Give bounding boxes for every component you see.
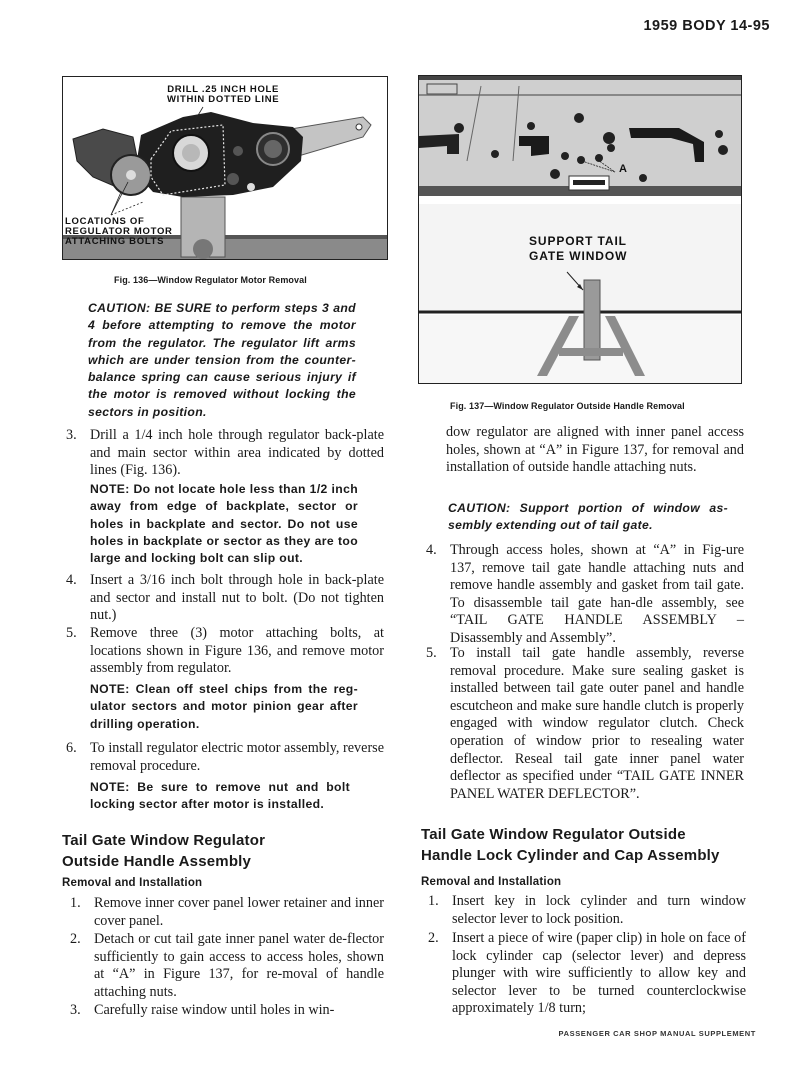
figure-137-callout-support — [529, 234, 627, 264]
step-text: Insert a piece of wire (paper clip) in hole on face of lock cylinder cap (selector lever) and depress plunger with wire sufficiently to allow key and selector lever to be turned counterclockwise approximately 1/8 turn; — [452, 930, 746, 1017]
page-footer: PASSENGER CAR SHOP MANUAL SUPPLEMENT — [558, 1029, 756, 1038]
step-4-insert-bolt — [66, 572, 384, 625]
step-text: dow regulator are aligned with inner panel access holes, shown at “A” in Figure 137, for removal and installation of outside handle attaching nuts. — [446, 424, 744, 476]
subhead-removal-installation-right: Removal and Installation — [421, 876, 562, 888]
figure-136-callout-bolts — [65, 217, 173, 247]
subhead-removal-installation: Removal and Installation — [62, 877, 203, 889]
section-title-lock-cylinder — [421, 824, 720, 866]
callout-line: DRILL .25 INCH HOLE — [167, 84, 280, 95]
running-head: 1959 BODY 14-95 — [643, 18, 770, 34]
step-3-drill — [66, 427, 384, 480]
section-title-line: Tail Gate Window Regulator — [62, 832, 266, 849]
tail-gate-illustration — [419, 76, 741, 383]
figure-136-caption: Fig. 136—Window Regulator Motor Removal — [114, 275, 307, 285]
step-text: Detach or cut tail gate inner panel water de-flector sufficiently to gain access to access holes, shown at “A” in Figure 137, for re-moval of handle attaching nuts. — [94, 931, 384, 1000]
step-number: 4. — [426, 542, 437, 558]
step-text: Remove three (3) motor attaching bolts, at locations shown in Figure 136, and remove motor assembly from regulator. — [90, 625, 384, 677]
callout-line: SUPPORT TAIL — [529, 234, 627, 248]
note-hole-location: NOTE: Do not locate hole less than 1/2 inch away from edge of backplate, sector or holes in backplate and sector. Do not use holes in backplate or sector as they are too large and locking bolt can slip out. — [90, 482, 358, 566]
step-5-install-handle — [426, 645, 744, 803]
step-number: 1. — [70, 895, 81, 911]
step-number: 5. — [66, 625, 77, 641]
callout-line: WITHIN DOTTED LINE — [167, 94, 280, 105]
callout-line: REGULATOR MOTOR — [65, 226, 173, 237]
section-title-line: Tail Gate Window Regulator Outside — [421, 826, 686, 843]
figure-137-image — [418, 75, 742, 384]
step-3-continuation — [446, 424, 744, 477]
step-1-insert-key — [428, 893, 746, 928]
caution-support-window: CAUTION: Support portion of window as-sembly extending out of tail gate. — [448, 501, 728, 533]
step-text: Insert a 3/16 inch bolt through hole in back-plate and sector and install nut to bolt. (Do not tighten nut.) — [90, 572, 384, 624]
step-2-detach-deflector — [70, 931, 384, 1001]
step-5-remove-bolts — [66, 625, 384, 678]
step-text: Through access holes, shown at “A” in Fig-ure 137, remove tail gate handle attaching nuts and remove handle assembly and gasket from tail gate. To disassemble tail gate han-dle assembly, see “TAIL GATE HANDLE ASSEMBLY – Disassembly and Assembly”. — [450, 542, 744, 646]
figure-137-callout-a: A — [619, 163, 628, 175]
step-number: 1. — [428, 893, 439, 909]
caution-text: to perform steps 3 and 4 before attempting to remove the motor from the regulator. The regulator lift arms which are under tension from the counter-balance spring can cause serious injury if the motor is removed without locking the sectors in position. — [88, 301, 356, 419]
caution-lead: CAUTION: BE SURE — [88, 301, 212, 315]
step-number: 3. — [70, 1002, 81, 1018]
section-title-line: Outside Handle Assembly — [62, 853, 252, 870]
callout-line: ATTACHING BOLTS — [65, 236, 165, 247]
step-text: Carefully raise window until holes in win- — [94, 1002, 335, 1018]
step-number: 4. — [66, 572, 77, 588]
step-text: To install tail gate handle assembly, reverse removal procedure. Make sure sealing gasket is installed between tail gate outer panel and handle escutcheon and make sure handle clutch is properly engaged with window regulator clutch. Check operation of window prior to resealing water deflector. Reseal tail gate inner panel water deflector as specified under “TAIL GATE INNER PANEL WATER DEFLECTOR”. — [450, 645, 744, 802]
step-number: 2. — [70, 931, 81, 947]
figure-136-callout-drill — [167, 85, 279, 105]
step-number: 6. — [66, 740, 77, 756]
step-text: To install regulator electric motor assembly, reverse removal procedure. — [90, 740, 384, 774]
section-title-line: Handle Lock Cylinder and Cap Assembly — [421, 847, 720, 864]
callout-line: LOCATIONS OF — [65, 216, 145, 227]
step-text: Insert key in lock cylinder and turn window selector lever to lock position. — [452, 893, 746, 927]
note-remove-nut-bolt: NOTE: Be sure to remove nut and bolt locking sector after motor is installed. — [90, 780, 350, 812]
figure-136-image — [62, 76, 388, 260]
step-6-install-motor — [66, 740, 384, 775]
step-number: 2. — [428, 930, 439, 946]
step-4-remove-handle — [426, 542, 744, 648]
step-3-raise-window — [70, 1002, 384, 1020]
caution-motor-removal — [88, 300, 356, 421]
step-2-insert-wire — [428, 930, 746, 1018]
step-1-remove-cover — [70, 895, 384, 930]
step-number: 5. — [426, 645, 437, 661]
step-text: Drill a 1/4 inch hole through regulator back-plate and main sector within area indicated by dotted lines (Fig. 136). — [90, 427, 384, 479]
section-title-outside-handle — [62, 830, 265, 872]
step-number: 3. — [66, 427, 77, 443]
note-steel-chips: NOTE: Clean off steel chips from the reg-ulator sectors and motor pinion gear after drilling operation. — [90, 682, 358, 731]
figure-137-caption: Fig. 137—Window Regulator Outside Handle Removal — [450, 401, 685, 411]
step-text: Remove inner cover panel lower retainer and inner cover panel. — [94, 895, 384, 929]
callout-line: GATE WINDOW — [529, 249, 628, 263]
